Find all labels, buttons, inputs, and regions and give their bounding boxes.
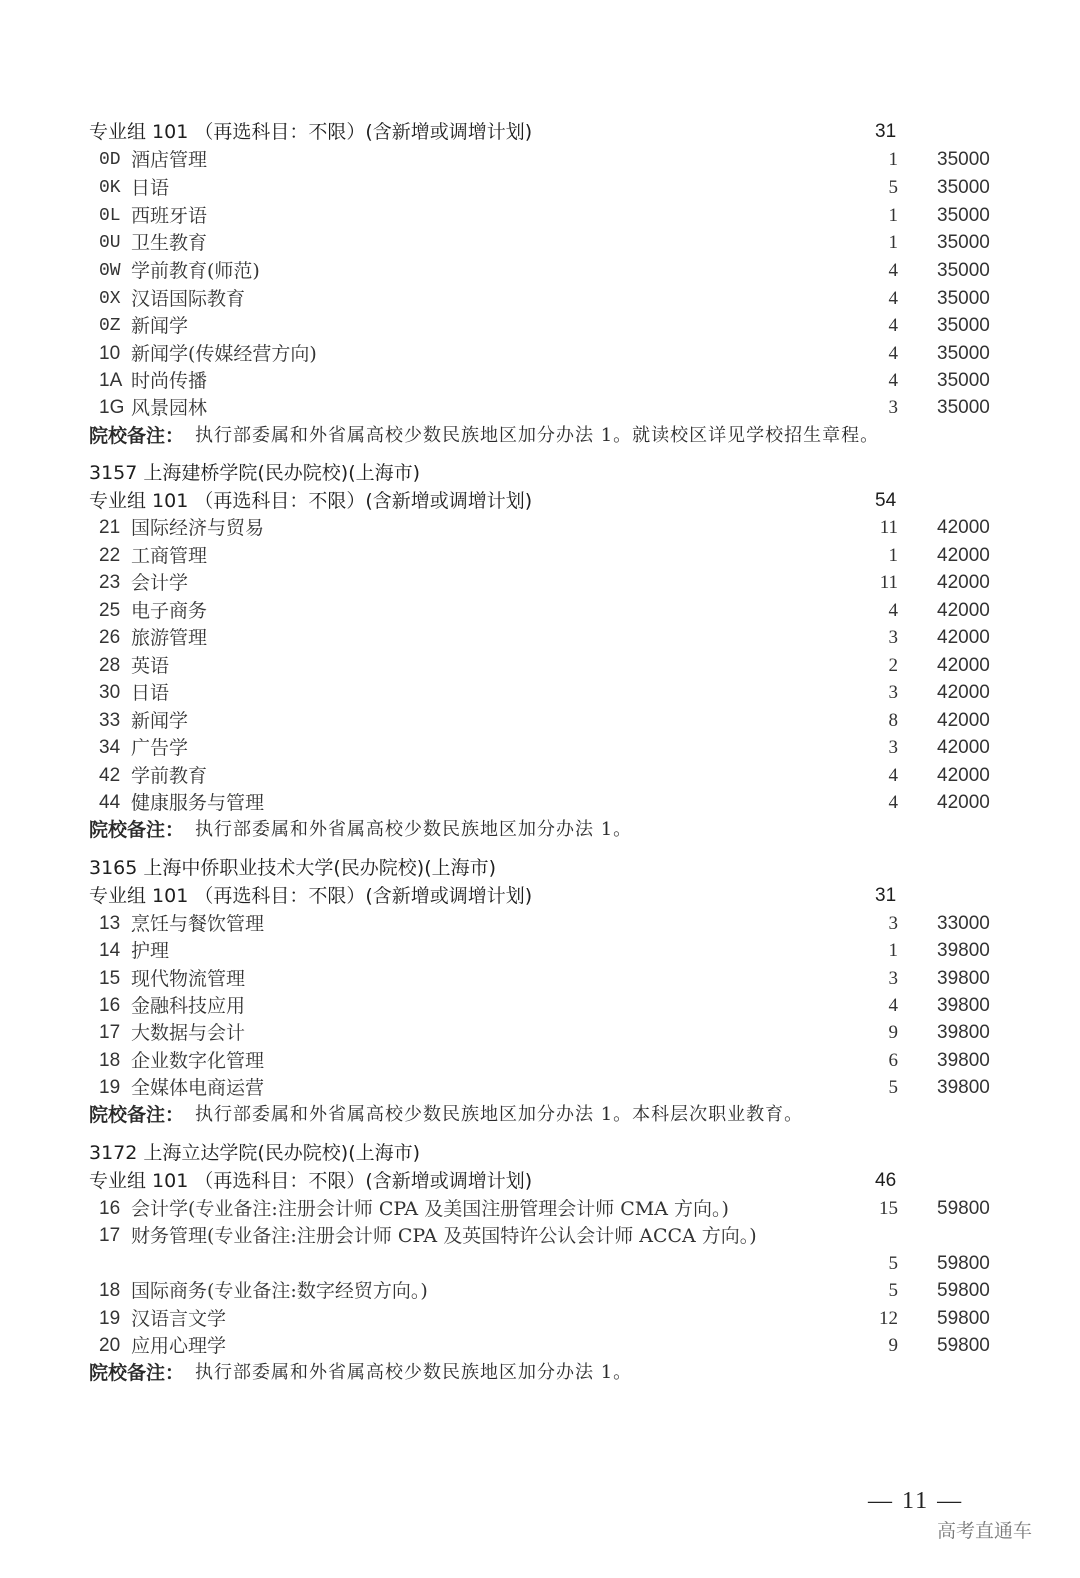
- major-count: 3: [888, 627, 898, 648]
- group-label: 专业组 101 （再选科目：不限）(含新增或调增计划): [89, 121, 533, 143]
- major-count: 1: [888, 232, 898, 253]
- major-code: 20: [99, 1335, 121, 1356]
- major-fee: 42000: [937, 600, 990, 621]
- major-fee: 59800: [937, 1198, 990, 1219]
- major-code: 28: [99, 655, 121, 676]
- major-name: 应用心理学: [131, 1335, 227, 1357]
- major-row: [0, 1195, 1080, 1223]
- school-name: 3172 上海立达学院(民办院校)(上海市): [89, 1142, 421, 1164]
- major-fee: 42000: [937, 627, 990, 648]
- major-row: [0, 965, 1080, 993]
- major-code: 23: [99, 572, 121, 593]
- major-count: 1: [888, 149, 898, 170]
- major-row: [0, 1332, 1080, 1360]
- school-name: 3157 上海建桥学院(民办院校)(上海市): [89, 462, 421, 484]
- major-count: 11: [879, 517, 898, 538]
- major-fee: 42000: [937, 517, 990, 538]
- major-row: [0, 569, 1080, 597]
- school-header: [0, 1139, 1080, 1167]
- major-name: 金融科技应用: [131, 995, 246, 1017]
- major-code: 42: [99, 765, 121, 786]
- major-code: 10: [99, 343, 121, 364]
- major-fee: 39800: [937, 1050, 990, 1071]
- major-fee: 35000: [937, 370, 990, 391]
- major-group-header: [0, 1167, 1080, 1195]
- major-code: 34: [99, 737, 121, 758]
- major-row: [0, 624, 1080, 652]
- major-code: 25: [99, 600, 121, 621]
- school-note: [0, 1101, 1080, 1129]
- major-fee: 42000: [937, 737, 990, 758]
- major-row: [0, 937, 1080, 965]
- major-name: 英语: [131, 655, 170, 677]
- major-fee: 59800: [937, 1280, 990, 1301]
- major-count: 5: [888, 1253, 898, 1274]
- school-note: [0, 816, 1080, 844]
- major-code: 30: [99, 682, 121, 703]
- major-fee: 39800: [937, 940, 990, 961]
- major-name: 时尚传播: [131, 370, 208, 392]
- major-count: 15: [879, 1198, 898, 1219]
- major-row: [0, 1277, 1080, 1305]
- major-row: [0, 1305, 1080, 1333]
- major-row: [0, 285, 1080, 313]
- major-row: [0, 652, 1080, 680]
- major-fee: 35000: [937, 232, 990, 253]
- major-row: [0, 992, 1080, 1020]
- major-name: 护理: [131, 940, 170, 962]
- major-count: 4: [888, 600, 898, 621]
- major-fee: 42000: [937, 545, 990, 566]
- major-fee: 39800: [937, 995, 990, 1016]
- major-count: 4: [888, 260, 898, 281]
- major-count: 11: [879, 572, 898, 593]
- major-row: [0, 734, 1080, 762]
- major-count: 4: [888, 792, 898, 813]
- major-row: [0, 910, 1080, 938]
- major-name: 全媒体电商运营: [131, 1077, 265, 1099]
- major-name: 汉语言文学: [131, 1308, 227, 1330]
- group-label: 专业组 101 （再选科目：不限）(含新增或调增计划): [89, 490, 533, 512]
- major-code: 0D: [99, 150, 121, 170]
- major-name: 现代物流管理: [131, 968, 246, 990]
- group-label: 专业组 101 （再选科目：不限）(含新增或调增计划): [89, 1170, 533, 1192]
- major-code: 19: [99, 1077, 121, 1098]
- major-name: 卫生教育: [131, 232, 208, 254]
- major-code: 0U: [99, 233, 121, 253]
- major-name: 旅游管理: [131, 627, 208, 649]
- major-fee: 35000: [937, 397, 990, 418]
- note-label: 院校备注：: [89, 1362, 185, 1384]
- major-name: 国际经济与贸易: [131, 517, 265, 539]
- major-count: 3: [888, 968, 898, 989]
- major-code: 17: [99, 1225, 121, 1246]
- major-count: 8: [888, 710, 898, 731]
- school-header: [0, 459, 1080, 487]
- major-name: 会计学: [131, 572, 189, 594]
- major-count: 3: [888, 737, 898, 758]
- major-row: [0, 257, 1080, 285]
- major-name: 西班牙语: [131, 205, 208, 227]
- major-row-continuation: [0, 1250, 1080, 1278]
- major-code: 33: [99, 710, 121, 731]
- major-name: 风景园林: [131, 397, 208, 419]
- major-code: 16: [99, 995, 121, 1016]
- major-name: 汉语国际教育: [131, 288, 246, 310]
- watermark: 高考直通车: [937, 1520, 1033, 1542]
- major-fee: 35000: [937, 343, 990, 364]
- major-fee: 59800: [937, 1308, 990, 1329]
- major-count: 3: [888, 682, 898, 703]
- major-fee: 39800: [937, 1077, 990, 1098]
- major-code: 16: [99, 1198, 121, 1219]
- major-code: 19: [99, 1308, 121, 1329]
- major-row: [0, 1047, 1080, 1075]
- major-name: 企业数字化管理: [131, 1050, 265, 1072]
- major-name: 健康服务与管理: [131, 792, 265, 814]
- major-name: 电子商务: [131, 600, 208, 622]
- major-row: [0, 202, 1080, 230]
- major-name: 新闻学: [131, 710, 189, 732]
- group-label: 专业组 101 （再选科目：不限）(含新增或调增计划): [89, 885, 533, 907]
- major-name: 学前教育: [131, 765, 208, 787]
- major-group-header: [0, 487, 1080, 515]
- major-row: [0, 146, 1080, 174]
- major-row: [0, 229, 1080, 257]
- major-count: 1: [888, 205, 898, 226]
- major-row: [0, 679, 1080, 707]
- major-name: 广告学: [131, 737, 189, 759]
- major-count: 4: [888, 288, 898, 309]
- major-name: 财务管理(专业备注:注册会计师 CPA 及英国特许公认会计师 ACCA 方向。): [131, 1225, 757, 1247]
- major-row: [0, 312, 1080, 340]
- major-row: [0, 597, 1080, 625]
- major-fee: 35000: [937, 288, 990, 309]
- major-code: 14: [99, 940, 121, 961]
- major-row: [0, 707, 1080, 735]
- major-row: [0, 514, 1080, 542]
- major-fee: 39800: [937, 1022, 990, 1043]
- major-count: 2: [888, 655, 898, 676]
- major-count: 4: [888, 995, 898, 1016]
- major-name: 工商管理: [131, 545, 208, 567]
- major-code: 18: [99, 1280, 121, 1301]
- major-count: 9: [888, 1335, 898, 1356]
- major-name: 国际商务(专业备注:数字经贸方向。): [131, 1280, 428, 1302]
- major-count: 6: [888, 1050, 898, 1071]
- page-number: — 11 —: [868, 1488, 964, 1514]
- major-count: 4: [888, 370, 898, 391]
- major-count: 3: [888, 397, 898, 418]
- major-fee: 35000: [937, 260, 990, 281]
- major-fee: 42000: [937, 655, 990, 676]
- major-fee: 39800: [937, 968, 990, 989]
- note-text: 执行部委属和外省属高校少数民族地区加分办法 1。本科层次职业教育。: [195, 1104, 804, 1125]
- major-fee: 59800: [937, 1335, 990, 1356]
- note-label: 院校备注：: [89, 1104, 185, 1126]
- major-fee: 42000: [937, 572, 990, 593]
- major-code: 18: [99, 1050, 121, 1071]
- major-count: 5: [888, 1077, 898, 1098]
- major-code: 0L: [99, 206, 121, 226]
- major-row: [0, 340, 1080, 368]
- major-group-header: [0, 882, 1080, 910]
- note-text: 执行部委属和外省属高校少数民族地区加分办法 1。: [195, 1362, 633, 1383]
- major-count: 5: [888, 1280, 898, 1301]
- major-row: [0, 1074, 1080, 1102]
- major-name: 日语: [131, 682, 170, 704]
- major-fee: 59800: [937, 1253, 990, 1274]
- major-count: 4: [888, 315, 898, 336]
- major-row: [0, 762, 1080, 790]
- major-count: 4: [888, 343, 898, 364]
- major-code: 44: [99, 792, 121, 813]
- major-row: [0, 1222, 1080, 1250]
- major-fee: 42000: [937, 765, 990, 786]
- major-code: 1A: [99, 370, 123, 391]
- major-code: 17: [99, 1022, 121, 1043]
- group-count: 31: [875, 885, 897, 906]
- school-name: 3165 上海中侨职业技术大学(民办院校)(上海市): [89, 857, 497, 879]
- major-fee: 35000: [937, 149, 990, 170]
- school-note: [0, 422, 1080, 450]
- major-name: 新闻学(传媒经营方向): [131, 343, 317, 365]
- major-code: 13: [99, 913, 121, 934]
- major-row: [0, 542, 1080, 570]
- note-text: 执行部委属和外省属高校少数民族地区加分办法 1。就读校区详见学校招生章程。: [195, 425, 880, 446]
- major-row: [0, 394, 1080, 422]
- major-code: 26: [99, 627, 121, 648]
- major-count: 3: [888, 913, 898, 934]
- major-code: 0Z: [99, 316, 121, 336]
- major-count: 1: [888, 940, 898, 961]
- major-name: 酒店管理: [131, 149, 208, 171]
- major-fee: 35000: [937, 315, 990, 336]
- major-count: 9: [888, 1022, 898, 1043]
- major-fee: 42000: [937, 710, 990, 731]
- major-code: 21: [99, 517, 121, 538]
- major-row: [0, 367, 1080, 395]
- major-count: 4: [888, 765, 898, 786]
- major-code: 22: [99, 545, 121, 566]
- note-text: 执行部委属和外省属高校少数民族地区加分办法 1。: [195, 819, 633, 840]
- major-count: 5: [888, 177, 898, 198]
- group-count: 46: [875, 1170, 897, 1191]
- school-header: [0, 854, 1080, 882]
- group-count: 54: [875, 490, 897, 511]
- major-count: 12: [879, 1308, 898, 1329]
- major-code: 0W: [99, 261, 121, 281]
- school-note: [0, 1359, 1080, 1387]
- major-fee: 35000: [937, 177, 990, 198]
- major-code: 15: [99, 968, 121, 989]
- major-fee: 42000: [937, 792, 990, 813]
- major-name: 新闻学: [131, 315, 189, 337]
- major-row: [0, 174, 1080, 202]
- major-fee: 42000: [937, 682, 990, 703]
- major-fee: 33000: [937, 913, 990, 934]
- major-row: [0, 789, 1080, 817]
- major-name: 学前教育(师范): [131, 260, 260, 282]
- major-row: [0, 1019, 1080, 1047]
- major-name: 烹饪与餐饮管理: [131, 913, 265, 935]
- major-code: 0X: [99, 289, 121, 309]
- major-fee: 35000: [937, 205, 990, 226]
- major-name: 日语: [131, 177, 170, 199]
- note-label: 院校备注：: [89, 425, 185, 447]
- major-count: 1: [888, 545, 898, 566]
- major-name: 大数据与会计: [131, 1022, 246, 1044]
- major-code: 1G: [99, 397, 125, 418]
- major-name: 会计学(专业备注:注册会计师 CPA 及美国注册管理会计师 CMA 方向。): [131, 1198, 729, 1220]
- note-label: 院校备注：: [89, 819, 185, 841]
- major-code: 0K: [99, 178, 121, 198]
- group-count: 31: [875, 121, 897, 142]
- major-group-header: [0, 118, 1080, 146]
